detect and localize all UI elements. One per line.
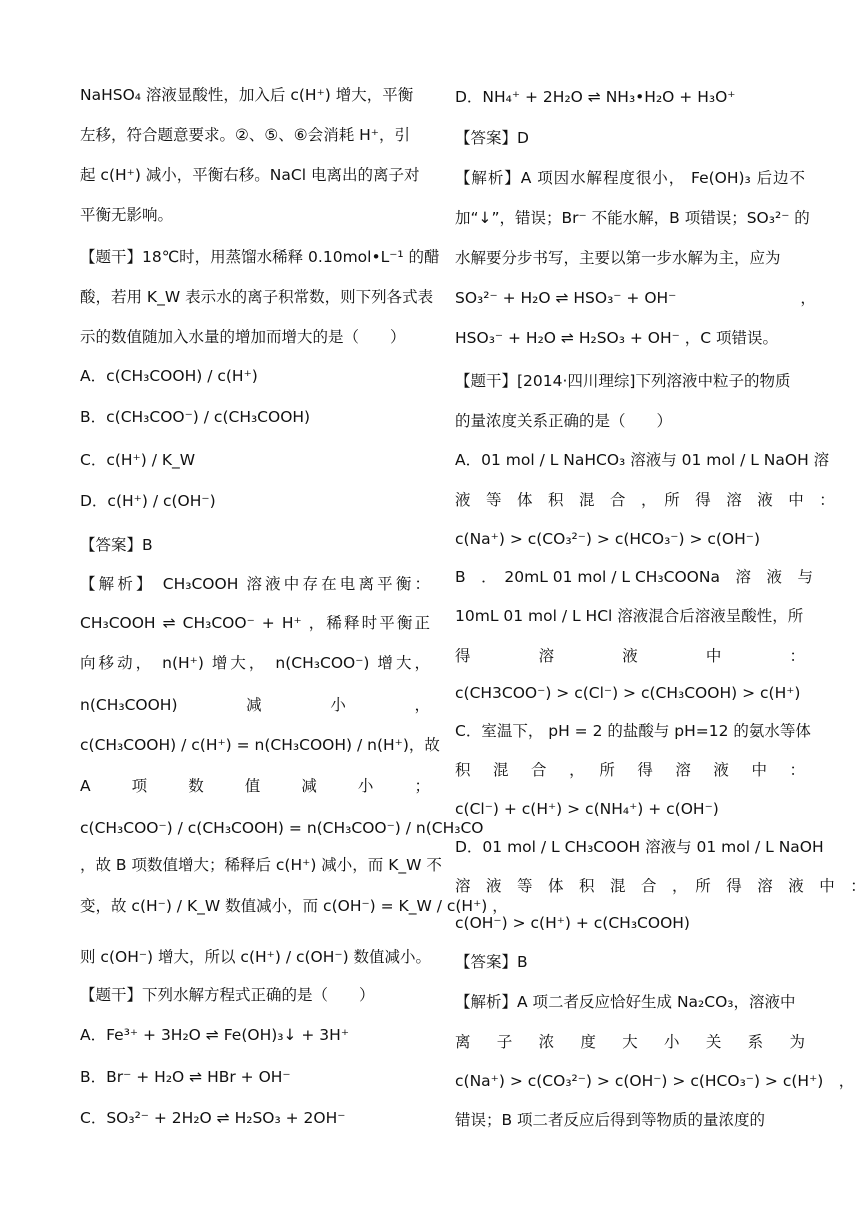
text-line: 【答案】B (455, 953, 528, 971)
text-line: ，故 B 项数值增大；稀释后 c(H⁺) 减小，而 K_W 不 (80, 856, 442, 874)
text-line: c(CH₃COO⁻) / c(CH₃COOH) = n(CH₃COO⁻) / n(CH₃CO (80, 819, 484, 837)
text-line: n(CH₃COOH) 减 小 ， (80, 696, 430, 714)
text-line: HSO₃⁻ + H₂O ⇌ H₂SO₃ + OH⁻ ，C 项错误。 (455, 329, 779, 347)
text-line: D．01 mol / L CH₃COOH 溶液与 01 mol / L NaOH (455, 838, 824, 856)
text-line: 【题干】18℃时，用蒸馏水稀释 0.10mol•L⁻¹ 的醋 (80, 248, 440, 266)
text-line: 起 c(H⁺) 减小，平衡右移。NaCl 电离出的离子对 (80, 166, 420, 184)
text-line: CH₃COOH ⇌ CH₃COO⁻ + H⁺ ，稀释时平衡正 (80, 614, 430, 632)
text-line: 积 混 合 ， 所 得 溶 液 中 ： (455, 761, 805, 779)
text-line: c(OH⁻) > c(H⁺) + c(CH₃COOH) (455, 914, 690, 932)
text-line: 【解析】 CH₃COOH 溶液中存在电离平衡： (80, 575, 430, 593)
text-line: c(Cl⁻) + c(H⁺) > c(NH₄⁺) + c(OH⁻) (455, 800, 719, 818)
text-line: 错误；B 项二者反应后得到等物质的量浓度的 (455, 1111, 766, 1129)
text-line: D．NH₄⁺ + 2H₂O ⇌ NH₃•H₂O + H₃O⁺ (455, 88, 736, 106)
text-line: 酸，若用 K_W 表示水的离子积常数，则下列各式表 (80, 288, 434, 306)
text-line: B ． 20mL 01 mol / L CH₃COONa 溶 液 与 (455, 568, 813, 586)
text-line: 左移，符合题意要求。②、⑤、⑥会消耗 H⁺，引 (80, 126, 410, 144)
text-line: C．室温下， pH = 2 的盐酸与 pH=12 的氨水等体 (455, 722, 811, 740)
text-line: 10mL 01 mol / L HCl 溶液混合后溶液呈酸性，所 (455, 607, 804, 625)
text-line: 平衡无影响。 (80, 206, 174, 224)
text-line: 【答案】B (80, 536, 153, 554)
text-line: A．Fe³⁺ + 3H₂O ⇌ Fe(OH)₃↓ + 3H⁺ (80, 1026, 350, 1044)
text-line: D．c(H⁺) / c(OH⁻) (80, 492, 216, 510)
text-line: 【题干】[2014·四川理综]下列溶液中粒子的物质 (455, 372, 791, 390)
text-line: SO₃²⁻ + H₂O ⇌ HSO₃⁻ + OH⁻ ， (455, 289, 816, 307)
text-line: 加“↓”，错误；Br⁻ 不能水解，B 项错误；SO₃²⁻ 的 (455, 209, 810, 227)
text-line: c(Na⁺) > c(CO₃²⁻) > c(OH⁻) > c(HCO₃⁻) > c(H⁺) ， (455, 1072, 855, 1090)
text-line: 【解析】A 项因水解程度很小， Fe(OH)₃ 后边不 (455, 169, 805, 187)
text-line: A 项 数 值 减 小 ； (80, 777, 430, 795)
text-line: 离 子 浓 度 大 小 关 系 为 (455, 1033, 805, 1051)
text-line: c(Na⁺) > c(CO₃²⁻) > c(HCO₃⁻) > c(OH⁻) (455, 530, 761, 548)
text-line: C．c(H⁺) / K_W (80, 451, 196, 469)
text-line: c(CH3COO⁻) > c(Cl⁻) > c(CH₃COOH) > c(H⁺) (455, 684, 801, 702)
text-line: 变，故 c(H⁻) / K_W 数值减小，而 c(OH⁻) = K_W / c(H⁺) ， (80, 897, 508, 915)
text-line: 则 c(OH⁻) 增大，所以 c(H⁺) / c(OH⁻) 数值减小。 (80, 948, 432, 966)
text-line: NaHSO₄ 溶液显酸性，加入后 c(H⁺) 增大，平衡 (80, 86, 414, 104)
text-line: B．c(CH₃COO⁻) / c(CH₃COOH) (80, 408, 311, 426)
text-line: A．01 mol / L NaHCO₃ 溶液与 01 mol / L NaOH 溶 (455, 451, 830, 469)
text-line: 【答案】D (455, 129, 529, 147)
text-line: 向移动， n(H⁺) 增大， n(CH₃COO⁻) 增大， (80, 654, 430, 672)
text-line: 溶 液 等 体 积 混 合 ， 所 得 溶 液 中 ： (455, 877, 866, 895)
text-line: 示的数值随加入水量的增加而增大的是（ ） (80, 328, 406, 346)
text-line: B．Br⁻ + H₂O ⇌ HBr + OH⁻ (80, 1068, 291, 1086)
text-line: A．c(CH₃COOH) / c(H⁺) (80, 367, 258, 385)
text-line: 水解要分步书写，主要以第一步水解为主，应为 (455, 249, 781, 267)
text-line: 的量浓度关系正确的是（ ） (455, 412, 673, 430)
text-line: 液 等 体 积 混 合 ， 所 得 溶 液 中 ： (455, 491, 835, 509)
text-line: 得 溶 液 中 ： (455, 647, 805, 665)
text-line: 【解析】A 项二者反应恰好生成 Na₂CO₃，溶液中 (455, 993, 796, 1011)
text-line: C．SO₃²⁻ + 2H₂O ⇌ H₂SO₃ + 2OH⁻ (80, 1109, 346, 1127)
text-line: 【题干】下列水解方程式正确的是（ ） (80, 986, 375, 1004)
text-line: c(CH₃COOH) / c(H⁺) = n(CH₃COOH) / n(H⁺)，故 (80, 736, 440, 754)
